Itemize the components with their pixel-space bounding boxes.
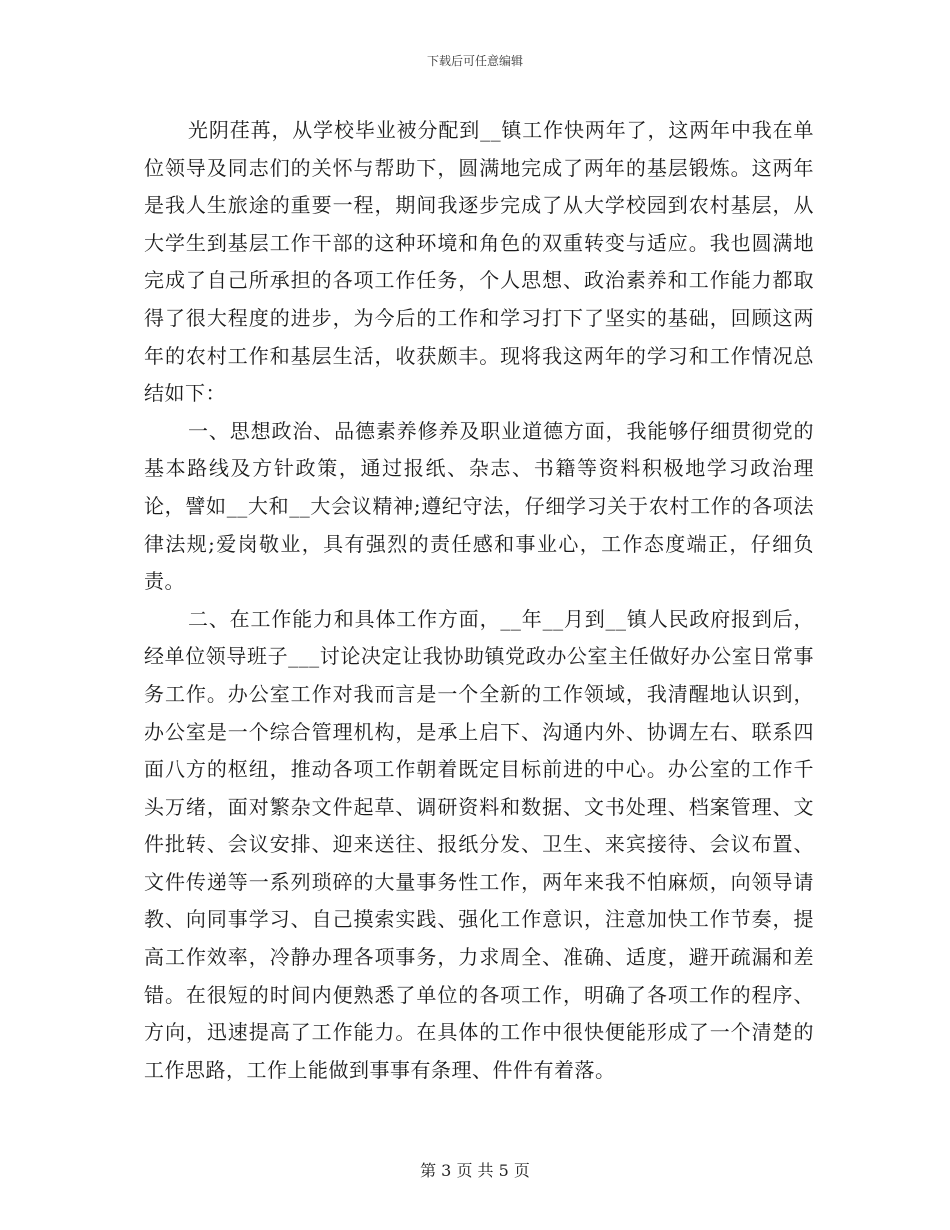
- paragraph-section-1: 一、思想政治、品德素养修养及职业道德方面，我能够仔细贯彻党的基本路线及方针政策，通过报纸、杂志、书籍等资料积极地学习政治理论，譬如__大和__大会议精神;遵纪守法，仔细学习关于农村工作的各项法律法规;爱岗敬业，具有强烈的责任感和事业心，工作态度端正，仔细负责。: [144, 418, 814, 594]
- page-number-footer: 第 3 页 共 5 页: [420, 1161, 530, 1180]
- document-body: [144, 112, 814, 1089]
- paragraph-intro: 光阴荏苒，从学校毕业被分配到__镇工作快两年了，这两年中我在单位领导及同志们的关怀与帮助下，圆满地完成了两年的基层锻炼。这两年是我人生旅途的重要一程，期间我逐步完成了从大学校园到农村基层，从大学生到基层工作干部的这种环境和角色的双重转变与适应。我也圆满地完成了自己所承担的各项工作任务，个人思想、政治素养和工作能力都取得了很大程度的进步，为今后的工作和学习打下了坚实的基础，回顾这两年的农村工作和基层生活，收获颇丰。现将我这两年的学习和工作情况总结如下：: [144, 118, 814, 406]
- paragraph-section-2: 二、在工作能力和具体工作方面，__年__月到__镇人民政府报到后，经单位领导班子___讨论决定让我协助镇党政办公室主任做好办公室日常事务工作。办公室工作对我而言是一个全新的工作领域，我清醒地认识到，办公室是一个综合管理机构，是承上启下、沟通内外、协调左右、联系四面八方的枢纽，推动各项工作朝着既定目标前进的中心。办公室的工作千头万绪，面对繁杂文件起草、调研资料和数据、文书处理、档案管理、文件批转、会议安排、迎来送往、报纸分发、卫生、来宾接待、会议布置、文件传递等一系列琐碎的大量事务性工作，两年来我不怕麻烦，向领导请教、向同事学习、自己摸索实践、强化工作意识，注意加快工作节奏，提高工作效率，冷静办理各项事务，力求周全、准确、适度，避开疏漏和差错。在很短的时间内便熟悉了单位的各项工作，明确了各项工作的程序、方向，迅速提高了工作能力。在具体的工作中很快便能形成了一个清楚的工作思路，工作上能做到事事有条理、件件有着落。: [144, 606, 814, 1082]
- page-header-note: 下载后可任意编辑: [426, 54, 523, 68]
